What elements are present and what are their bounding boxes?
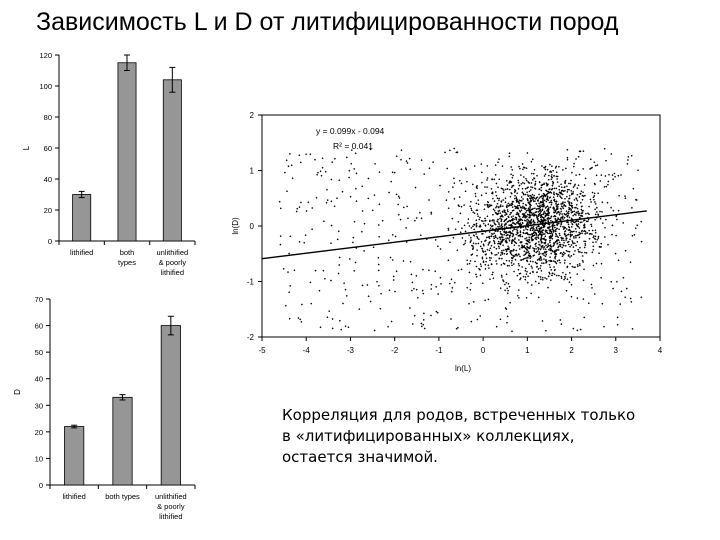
caption-line: Корреляция для родов, встреченных только xyxy=(282,406,636,424)
y-tick-label: 20 xyxy=(43,206,52,215)
y-tick-label: 2 xyxy=(249,111,254,120)
x-tick-label: unlithified xyxy=(156,248,189,257)
x-tick-label: -3 xyxy=(346,346,355,355)
x-axis-label: ln(L) xyxy=(454,364,472,373)
x-tick-label: lithified xyxy=(62,492,86,501)
x-tick-label: unlithified xyxy=(154,492,187,501)
x-tick-label: 1 xyxy=(525,346,530,355)
x-tick-label: 3 xyxy=(613,346,619,355)
y-tick-label: 60 xyxy=(34,321,43,331)
y-tick-label: 40 xyxy=(43,175,52,184)
scatter-points xyxy=(279,148,643,333)
y-tick-label: 40 xyxy=(34,374,43,384)
trend-equation: y = 0.099x - 0.094 xyxy=(316,126,385,136)
y-tick-label: 80 xyxy=(43,113,52,122)
x-tick-label: & poorly xyxy=(158,258,187,267)
trend-line xyxy=(262,211,647,259)
x-tick-label: 0 xyxy=(480,346,486,355)
caption xyxy=(282,405,702,468)
y-tick-label: 120 xyxy=(39,51,52,60)
r-squared-label: R² = 0.041 xyxy=(333,141,373,151)
x-tick-label: 2 xyxy=(569,346,574,355)
slide-title: Зависимость L и D от литифицированности пород xyxy=(36,8,619,36)
y-tick-label: 10 xyxy=(34,454,43,464)
y-tick-label: 20 xyxy=(34,427,43,437)
x-tick-label: -5 xyxy=(258,346,266,355)
x-tick-label: lithified xyxy=(69,248,94,257)
x-tick-label: -1 xyxy=(435,346,443,355)
plot-area-frame xyxy=(262,115,660,337)
x-tick-label: -2 xyxy=(391,346,399,355)
x-tick-label: -4 xyxy=(302,346,310,355)
y-tick-label: -1 xyxy=(246,277,254,287)
y-tick-label: 0 xyxy=(38,481,43,490)
y-tick-label: 0 xyxy=(249,222,254,231)
y-tick-label: 30 xyxy=(34,401,43,411)
y-tick-label: 1 xyxy=(249,166,254,176)
x-tick-label: both types xyxy=(105,492,140,501)
x-tick-label: types xyxy=(118,258,136,267)
y-axis-label: D xyxy=(13,389,22,395)
x-tick-label: lithified xyxy=(160,268,185,277)
y-tick-label: 100 xyxy=(39,82,52,91)
y-tick-label: 50 xyxy=(34,348,43,358)
x-tick-label: 4 xyxy=(657,346,663,355)
x-tick-label: both xyxy=(119,248,135,257)
y-axis-label: ln(D) xyxy=(231,217,240,235)
y-axis-label: L xyxy=(22,145,31,151)
y-tick-label: 60 xyxy=(43,144,52,153)
caption-line: в «литифицированных» коллекциях, xyxy=(282,427,575,445)
y-tick-label: 70 xyxy=(34,295,43,304)
caption-line: остается значимой. xyxy=(282,448,438,466)
x-tick-label: lithified xyxy=(159,512,183,521)
y-tick-label: -2 xyxy=(246,333,254,342)
y-tick-label: 0 xyxy=(47,237,52,246)
x-tick-label: & poorly xyxy=(157,502,185,511)
